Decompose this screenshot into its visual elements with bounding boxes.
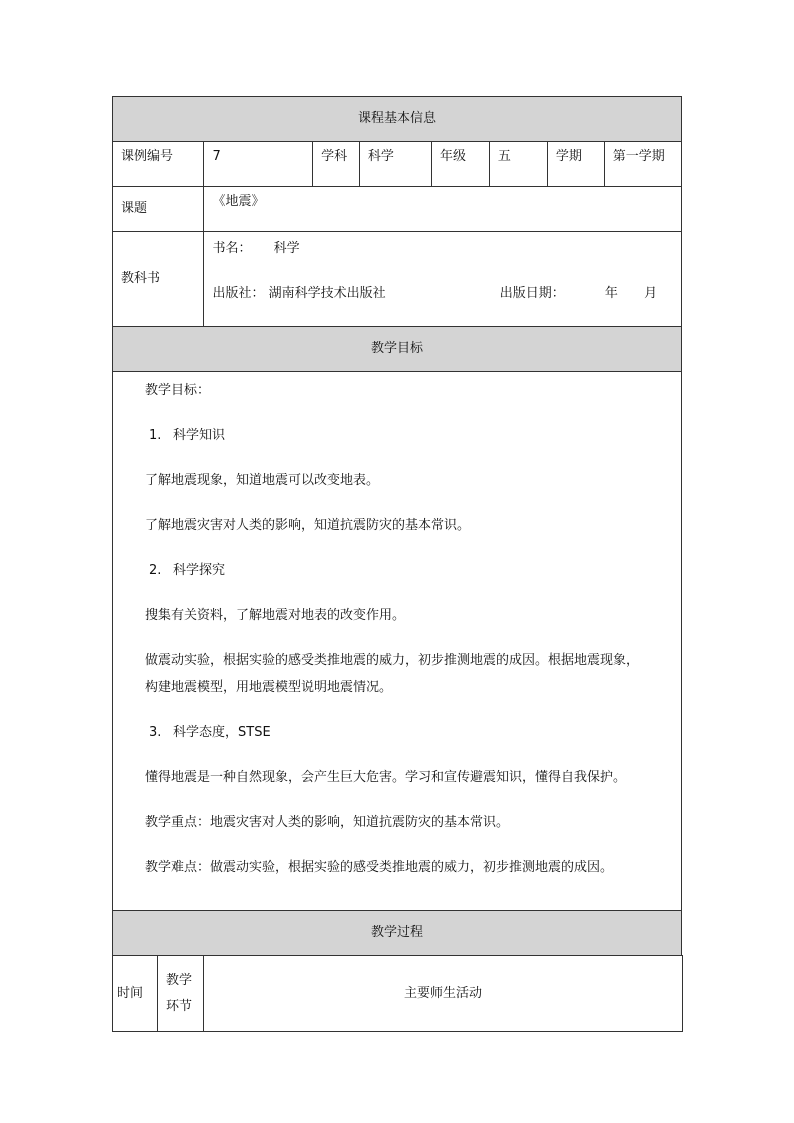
section-title: 科学知识 [173,428,226,443]
lesson-no-value: 7 [204,142,313,187]
basic-info-header-row [113,97,682,142]
stage-column-header [158,956,204,1032]
key-points: 教学重点：地震灾害对人类的影响，知道抗震防灾的基本常识。 [145,815,510,830]
section-title: 科学探究 [173,563,226,578]
topic-row [113,187,682,232]
term-value: 第一学期 [604,142,681,187]
subject-label: 学科 [313,142,360,187]
inquiry-line-1: 搜集有关资料，了解地震对地表的改变作用。 [145,608,406,623]
inquiry-line-2a: 做震动实验，根据实验的感受类推地震的威力，初步推测地震的成因。根据地震现象， [145,653,640,668]
basic-info-title: 课程基本信息 [113,97,682,142]
subject-value: 科学 [359,142,431,187]
info-row [113,142,682,187]
grade-value: 五 [489,142,547,187]
knowledge-line-2: 了解地震灾害对人类的影响，知道抗震防灾的基本常识。 [145,518,471,533]
section-number: 2. [149,563,162,578]
pub-year-label: 年 [604,286,618,301]
objectives-row [113,372,682,911]
objectives-header-row [113,327,682,372]
process-title: 教学过程 [113,911,682,956]
term-label: 学期 [547,142,604,187]
pub-month-label: 月 [644,286,658,301]
section-title: 科学态度，STSE [173,725,271,740]
publisher-line [212,281,673,326]
topic-value: 《地震》 [204,187,682,232]
book-name-value: 科学 [273,241,300,256]
publisher-value: 湖南科学技术出版社 [268,286,386,301]
textbook-details [204,232,682,327]
objectives-title: 教学目标 [113,327,682,372]
textbook-label: 教科书 [113,232,204,327]
section-science-inquiry [145,560,675,605]
process-columns-table [112,955,683,1032]
grade-label: 年级 [432,142,490,187]
inquiry-line-2b: 构建地震模型，用地震模型说明地震情况。 [145,680,393,695]
book-name-line [212,236,673,281]
knowledge-line-1: 了解地震现象，知道地震可以改变地表。 [145,473,380,488]
objectives-content [113,372,682,911]
activities-column-header: 主要师生活动 [204,956,683,1032]
section-science-attitude [145,722,675,767]
textbook-row [113,232,682,327]
book-name-label: 书名： [212,241,252,256]
process-columns-row [113,956,683,1032]
section-number: 1. [149,428,162,443]
attitude-line-1: 懂得地震是一种自然现象，会产生巨大危害。学习和宣传避震知识，懂得自我保护。 [145,770,627,785]
section-number: 3. [149,725,162,740]
objectives-heading: 教学目标： [145,383,211,398]
section-science-knowledge [145,425,675,470]
topic-label: 课题 [113,187,204,232]
process-header-row [113,911,682,956]
lesson-no-label: 课例编号 [113,142,204,187]
difficulties: 教学难点：做震动实验，根据实验的感受类推地震的威力，初步推测地震的成因。 [145,860,614,875]
stage-header-line-1: 教学 [166,972,193,988]
publisher-label: 出版社： [212,286,265,301]
stage-header-line-2: 环节 [166,998,193,1014]
lesson-plan-table [112,96,682,956]
pub-date-label: 出版日期： [499,286,565,301]
time-column-header: 时间 [113,956,158,1032]
